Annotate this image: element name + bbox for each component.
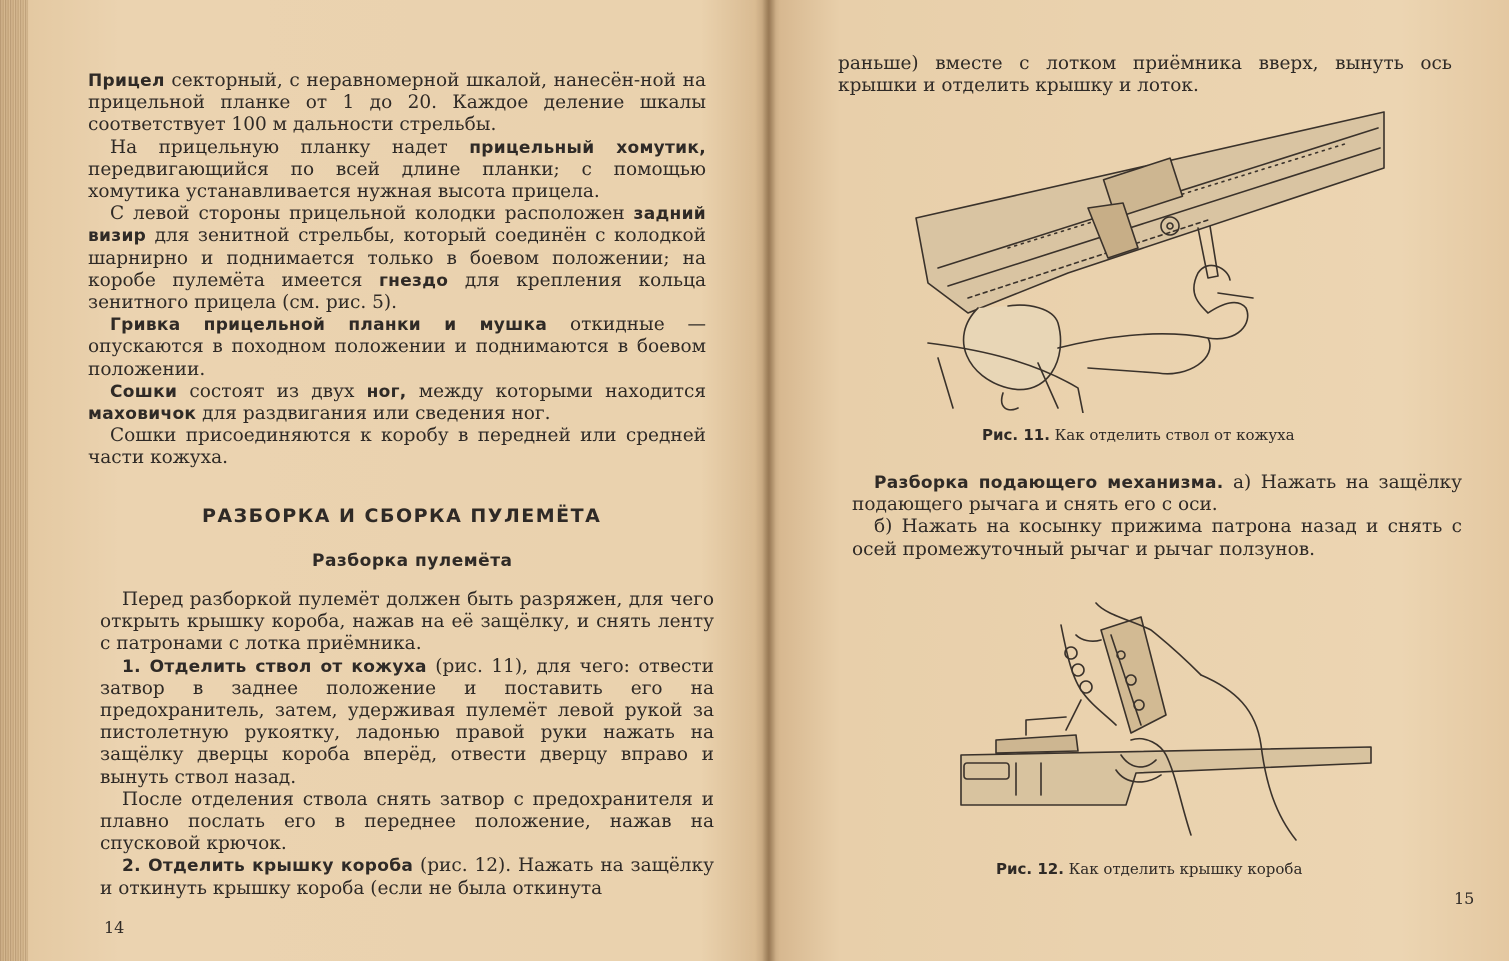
paragraph-text: На прицельную планку надет bbox=[110, 136, 470, 158]
paragraph-rear-sight bbox=[88, 203, 706, 314]
book-gutter bbox=[762, 0, 776, 961]
term-rear-sight: задний визир bbox=[88, 204, 706, 247]
paragraph-text: а) Нажать на защёлку подающего рычага и снять его с оси. bbox=[852, 472, 1462, 516]
paragraph-text: откидные — опускаются в походном положении и поднимаются в боевом положении. bbox=[88, 314, 706, 380]
feed-title: Разборка подающего механизма. bbox=[874, 473, 1224, 493]
subsection-heading: Разборка пулемёта bbox=[312, 551, 513, 571]
paragraph-text: С левой стороны прицельной колодки расположен bbox=[110, 203, 634, 225]
paragraph-step-2 bbox=[100, 855, 714, 899]
figure-11-caption bbox=[982, 426, 1295, 444]
paragraph-text: состоят из двух bbox=[177, 380, 367, 402]
paragraph-sight bbox=[88, 70, 706, 137]
left-page bbox=[88, 0, 713, 961]
figure-12-caption bbox=[996, 860, 1302, 878]
paragraph-text: для крепления кольца зенитного прицела (см. рис. 5). bbox=[88, 269, 706, 314]
text-block-disassembly bbox=[100, 589, 714, 900]
term-clamp: прицельный хомутик, bbox=[469, 137, 706, 158]
paragraph-text: передвигающийся по всей длине планки; с помощью хомутика устанавливается нужная высота прицела. bbox=[88, 158, 706, 203]
term-legs: ног, bbox=[366, 381, 407, 402]
paragraph-feed-a bbox=[852, 472, 1462, 516]
figure-11-illustration bbox=[908, 108, 1388, 413]
paragraph-bipod bbox=[88, 381, 706, 425]
right-page bbox=[838, 0, 1475, 961]
step-1-title: 1. Отделить ствол от кожуха bbox=[122, 656, 427, 677]
page-number-right: 15 bbox=[1454, 889, 1475, 908]
paragraph-before-disassembly: Перед разборкой пулемёт должен быть разряжен, для чего открыть крышку короба, нажав на её защёлку, и снять ленту с патронами с лотка приёмника. bbox=[100, 589, 714, 655]
figure-11-label: Рис. 11. bbox=[982, 426, 1050, 444]
paragraph-text: (рис. 12). Нажать на защёлку и откинуть крышку короба (если не была откинута bbox=[100, 855, 714, 899]
term-bipod: Сошки bbox=[110, 381, 178, 402]
paragraph-text: для зенитной стрельбы, который соединён с колодкой шарнирно и поднимается только в боевом положении; на коробе пулемёта имеется bbox=[88, 225, 706, 291]
paragraph-bipod-mount: Сошки присоединяются к коробу в передней или средней части кожуха. bbox=[88, 425, 706, 469]
step-2-title: 2. Отделить крышку короба bbox=[122, 856, 414, 877]
paragraph-front-sight bbox=[88, 314, 706, 381]
paragraph-text: (рис. 11), для чего: отвести затвор в заднее положение и поставить его на предохранитель, затем, удерживая пулемёт левой рукой за пистолетную рукоятку, ладонью правой руки нажать на защёлку дверцы короба вперёд, отвести дверцу вправо и вынуть ствол назад. bbox=[100, 655, 714, 788]
text-block-sight bbox=[88, 70, 706, 470]
figure-12-illustration bbox=[956, 595, 1376, 845]
section-heading: РАЗБОРКА И СБОРКА ПУЛЕМЁТА bbox=[202, 505, 602, 527]
paragraph-text: для раздвигания или сведения ног. bbox=[196, 403, 551, 425]
term-sight: Прицел bbox=[88, 71, 165, 91]
term-front-sight: Гривка прицельной планки и мушка bbox=[110, 315, 548, 336]
paragraph-text: между которыми находится bbox=[406, 380, 706, 402]
paragraph-continued: раньше) вместе с лотком приёмника вверх, вынуть ось крышки и отделить крышку и лоток. bbox=[838, 53, 1452, 97]
page-number-left: 14 bbox=[104, 918, 125, 937]
paragraph-clamp bbox=[88, 137, 706, 204]
paragraph-after-barrel: После отделения ствола снять затвор с предохранителя и плавно послать его в переднее положение, нажав на спусковой крючок. bbox=[100, 788, 714, 855]
caption-text: Как отделить крышку короба bbox=[1063, 860, 1303, 878]
caption-text: Как отделить ствол от кожуха bbox=[1049, 426, 1295, 444]
text-block-continued bbox=[838, 53, 1452, 97]
paragraph-feed-b: б) Нажать на косынку прижима патрона назад и снять с осей промежуточный рычаг и рычаг ползунов. bbox=[852, 516, 1462, 560]
page-edges bbox=[0, 0, 28, 961]
text-block-feed bbox=[852, 472, 1462, 561]
paragraph-step-1 bbox=[100, 656, 714, 789]
paragraph-text: секторный, с неравномерной шкалой, нанесён-ной на прицельной планке от 1 до 20. Каждое деление шкалы соответствует 100 м дальности стрельбы. bbox=[88, 70, 706, 136]
term-socket: гнездо bbox=[378, 270, 449, 291]
term-handwheel: маховичок bbox=[88, 404, 197, 425]
figure-12-label: Рис. 12. bbox=[996, 860, 1064, 878]
